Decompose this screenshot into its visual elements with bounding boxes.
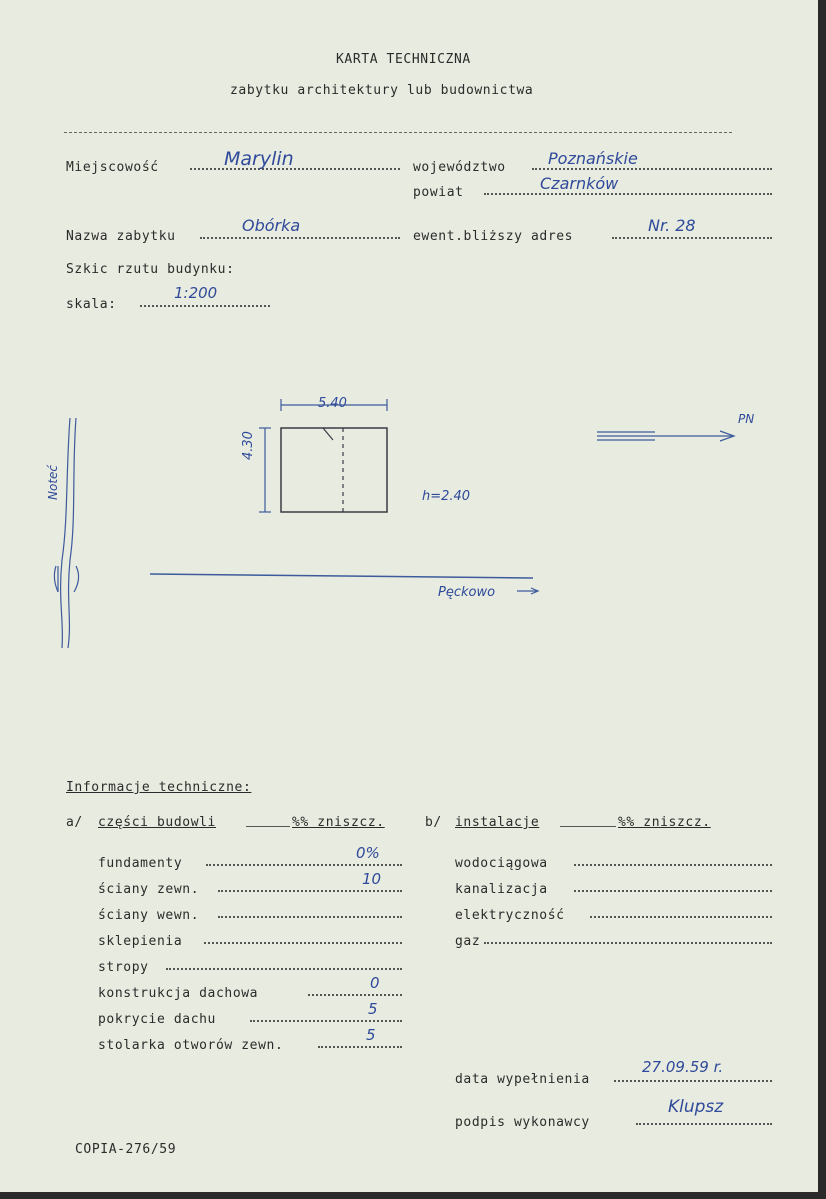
width-dimension: 5.40 xyxy=(318,396,347,411)
b-item-label: gaz xyxy=(455,934,481,949)
skala-value: 1:200 xyxy=(174,284,218,302)
a-item-dots xyxy=(166,964,402,970)
road-line xyxy=(150,574,533,578)
b-item-label: kanalizacja xyxy=(455,882,548,897)
north-label: PN xyxy=(738,412,755,426)
river-bank-right xyxy=(68,418,76,648)
b-item-dots xyxy=(590,912,772,918)
archive-code: COPIA-276/59 xyxy=(75,1142,177,1157)
powiat-label: powiat xyxy=(413,185,464,200)
a-item-label: fundamenty xyxy=(98,856,183,871)
a-item-dots xyxy=(218,912,402,918)
a-item-dots xyxy=(308,990,402,996)
document-subtitle: zabytku architektury lub budownictwa xyxy=(230,83,534,98)
road-label: Pęckowo xyxy=(438,585,496,600)
a-item-label: konstrukcja dachowa xyxy=(98,986,259,1001)
section-a-rule xyxy=(246,822,290,827)
section-b-pct: %% zniszcz. xyxy=(618,815,711,830)
building-outline xyxy=(281,428,387,512)
b-item-dots xyxy=(574,860,772,866)
section-b-title: instalacje xyxy=(455,815,540,830)
a-item-dots xyxy=(250,1016,402,1022)
powiat-value: Czarnków xyxy=(540,174,619,193)
a-item-value: 0% xyxy=(356,844,380,862)
b-item-label: wodociągowa xyxy=(455,856,548,871)
b-item-dots xyxy=(484,938,772,944)
height-note: h=2.40 xyxy=(422,489,471,504)
nazwa-value: Obórka xyxy=(242,216,301,235)
section-a-title: części budowli xyxy=(98,815,216,830)
door-mark xyxy=(323,428,333,440)
a-item-dots xyxy=(318,1042,402,1048)
a-item-value: 10 xyxy=(362,870,382,888)
nazwa-label: Nazwa zabytku xyxy=(66,229,176,244)
section-a-label: a/ xyxy=(66,815,83,830)
section-b-label: b/ xyxy=(425,815,442,830)
section-a-pct: %% zniszcz. xyxy=(292,815,385,830)
a-item-label: ściany wewn. xyxy=(98,908,200,923)
wojewodztwo-value: Poznańskie xyxy=(548,149,638,168)
sign-dots xyxy=(636,1119,772,1125)
miejscowosc-value: Marylin xyxy=(224,148,294,170)
depth-dimension: 4.30 xyxy=(241,431,256,460)
wojewodztwo-label: województwo xyxy=(413,160,506,175)
a-item-value: 5 xyxy=(366,1026,376,1044)
a-item-label: sklepienia xyxy=(98,934,183,949)
a-item-value: 5 xyxy=(368,1000,378,1018)
a-item-dots xyxy=(204,938,402,944)
a-item-label: stropy xyxy=(98,960,149,975)
date-dots xyxy=(614,1076,772,1082)
a-item-label: pokrycie dachu xyxy=(98,1012,216,1027)
skala-label: skala: xyxy=(66,297,117,312)
section-b-rule xyxy=(560,822,616,827)
sign-label: podpis wykonawcy xyxy=(455,1115,590,1130)
b-item-dots xyxy=(574,886,772,892)
river-label: Noteć xyxy=(46,464,60,500)
a-item-label: ściany zewn. xyxy=(98,882,200,897)
adres-value: Nr. 28 xyxy=(648,216,696,235)
szkic-label: Szkic rzutu budynku: xyxy=(66,262,235,277)
b-item-label: elektryczność xyxy=(455,908,565,923)
a-item-value: 0 xyxy=(370,974,380,992)
date-value: 27.09.59 r. xyxy=(642,1058,724,1076)
document-title: KARTA TECHNICZNA xyxy=(336,52,471,67)
miejscowosc-label: Miejscowość xyxy=(66,160,159,175)
info-heading: Informacje techniczne: xyxy=(66,780,252,795)
signature: Klupsz xyxy=(668,1097,724,1117)
a-item-label: stolarka otworów zewn. xyxy=(98,1038,284,1053)
date-label: data wypełnienia xyxy=(455,1072,590,1087)
adres-label: ewent.bliższy adres xyxy=(413,229,574,244)
